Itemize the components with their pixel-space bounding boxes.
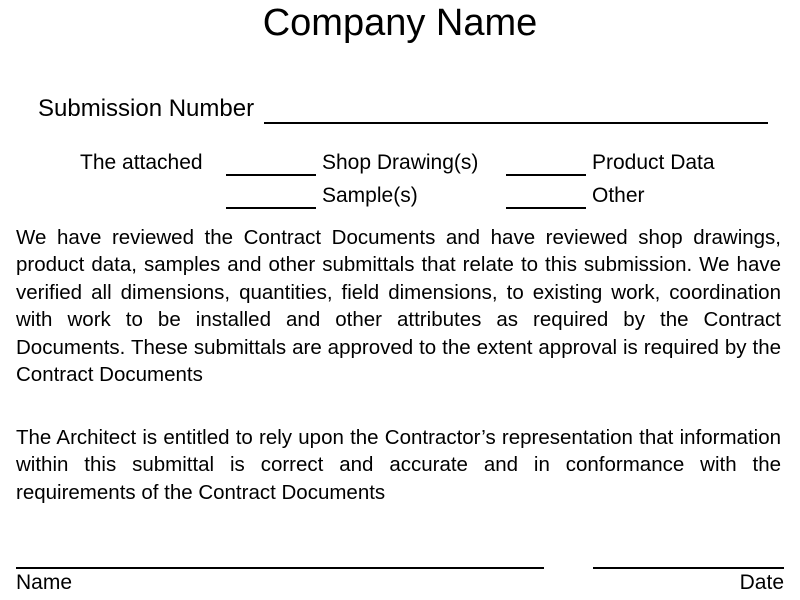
product-data-blank[interactable] (506, 152, 586, 176)
company-name-title: Company Name (262, 2, 538, 44)
submission-number-row (38, 92, 768, 124)
name-label: Name (16, 571, 73, 594)
samples-label: Sample(s) (322, 184, 418, 207)
other-label: Other (592, 184, 645, 207)
product-data-label: Product Data (592, 151, 715, 174)
architect-reliance-paragraph: The Architect is entitled to rely upon the Contractor’s representation that information within this submittal is correct and accurate and in conformance with the requirements of the Contract Documents (16, 426, 781, 504)
date-signature-line[interactable] (593, 567, 784, 569)
submission-number-blank[interactable] (264, 96, 768, 124)
samples-blank[interactable] (226, 185, 316, 209)
shop-drawings-label: Shop Drawing(s) (322, 151, 479, 174)
submission-number-label: Submission Number (38, 95, 255, 122)
name-signature-line[interactable] (16, 567, 544, 569)
other-blank[interactable] (506, 185, 586, 209)
attached-row-1 (0, 150, 800, 178)
date-label: Date (739, 571, 784, 594)
shop-drawings-blank[interactable] (226, 152, 316, 176)
attached-row-2 (0, 183, 800, 211)
review-statement-paragraph: We have reviewed the Contract Documents and have reviewed shop drawings, product data, samples and other submittals that relate to this submission. We have verified all dimensions, quantities, field dimensions, to existing work, coordination with work to be installed and other attributes as required by the Contract Documents. These submittals are approved to the extent approval is required by the Contract Documents (16, 226, 781, 387)
attached-intro-label: The attached (80, 151, 203, 174)
